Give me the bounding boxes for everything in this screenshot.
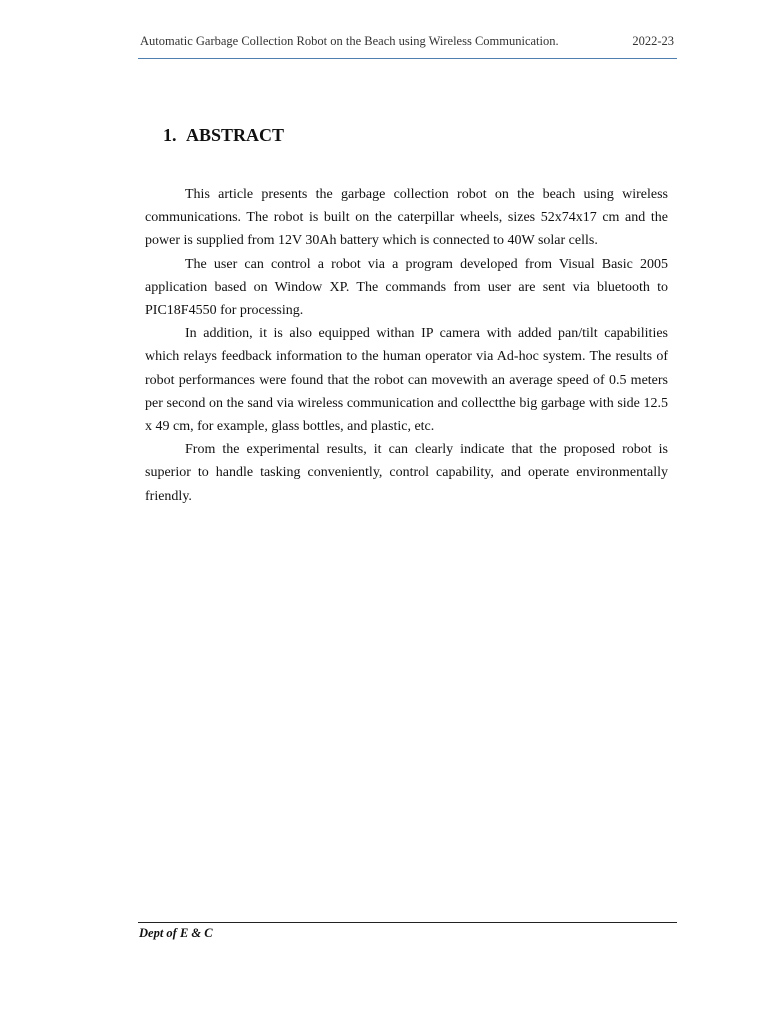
page-header bbox=[138, 34, 678, 56]
abstract-body bbox=[145, 183, 668, 508]
section-title: ABSTRACT bbox=[186, 125, 285, 145]
header-year: 2022-23 bbox=[632, 34, 674, 48]
header-divider bbox=[138, 58, 677, 59]
abstract-paragraph: In addition, it is also equipped withan IP camera with added pan/tilt capabilities which relays feedback information to the human operator via Ad-hoc system. The results of robot performances were found that the robot can movewith an average speed of 0.5 meters per second on the sand via wireless communication and collectthe big garbage with side 12.5 x 49 cm, for example, glass bottles, and plastic, etc. bbox=[145, 326, 668, 435]
footer-department: Dept of E & C bbox=[139, 926, 213, 940]
section-heading bbox=[163, 125, 284, 146]
abstract-paragraph: This article presents the garbage collection robot on the beach using wireless communications. The robot is built on the caterpillar wheels, sizes 52x74x17 cm and the power is supplied from 12V 30Ah battery which is connected to 40W solar cells. bbox=[145, 187, 668, 249]
abstract-paragraph: From the experimental results, it can clearly indicate that the proposed robot is superior to handle tasking conveniently, control capability, and operate environmentally friendly. bbox=[145, 442, 668, 504]
section-number: 1. bbox=[163, 125, 177, 145]
abstract-paragraph: The user can control a robot via a program developed from Visual Basic 2005 application based on Window XP. The commands from user are sent via bluetooth to PIC18F4550 for processing. bbox=[145, 256, 668, 319]
footer-divider bbox=[138, 922, 677, 923]
header-title: Automatic Garbage Collection Robot on the Beach using Wireless Communication. bbox=[140, 34, 559, 48]
